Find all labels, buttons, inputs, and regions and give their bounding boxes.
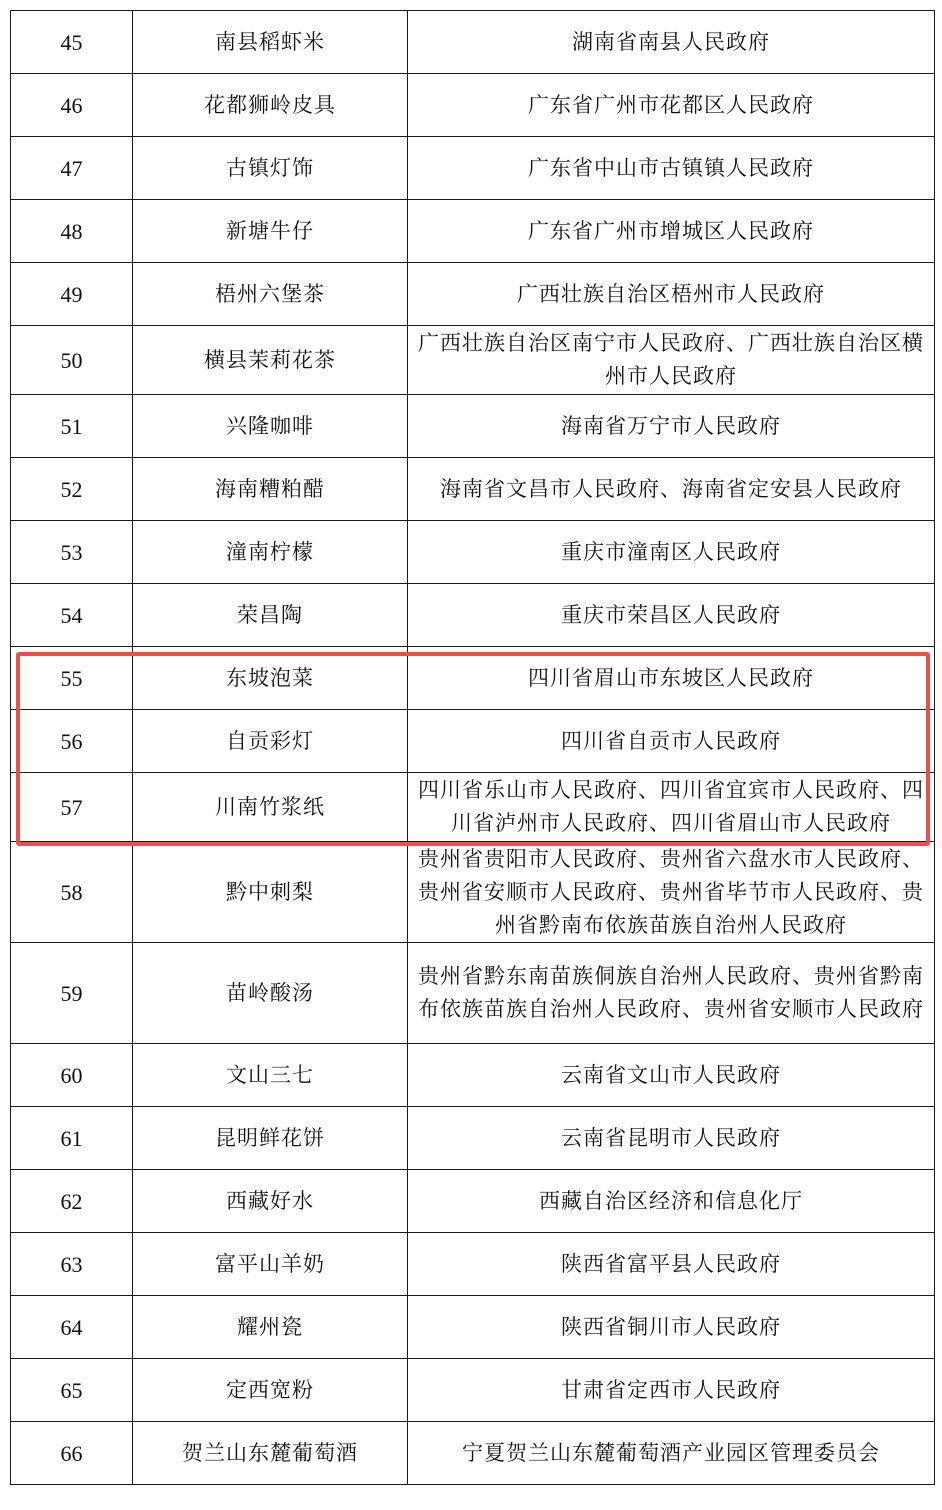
product-name: 海南糟粕醋: [133, 458, 408, 521]
row-number: 46: [11, 74, 133, 137]
product-name: 潼南柠檬: [133, 521, 408, 584]
product-name: 梧州六堡茶: [133, 263, 408, 326]
row-number: 58: [11, 842, 133, 943]
table-row: [11, 1422, 935, 1485]
row-number: 51: [11, 395, 133, 458]
product-name: 荣昌陶: [133, 584, 408, 647]
table-row: [11, 263, 935, 326]
product-name: 贺兰山东麓葡萄酒: [133, 1422, 408, 1485]
row-number: 65: [11, 1359, 133, 1422]
applicant-org: 陕西省铜川市人民政府: [408, 1296, 935, 1359]
table-row: [11, 1170, 935, 1233]
applicant-org: 甘肃省定西市人民政府: [408, 1359, 935, 1422]
row-number: 47: [11, 137, 133, 200]
applicant-org: 海南省文昌市人民政府、海南省定安县人民政府: [408, 458, 935, 521]
document-page: [10, 10, 934, 1485]
applicant-org: 广东省广州市花都区人民政府: [408, 74, 935, 137]
applicant-org: 重庆市荣昌区人民政府: [408, 584, 935, 647]
table-row: [11, 584, 935, 647]
row-number: 59: [11, 943, 133, 1044]
table-row: [11, 773, 935, 842]
row-number: 61: [11, 1107, 133, 1170]
table-row: [11, 1107, 935, 1170]
row-number: 54: [11, 584, 133, 647]
row-number: 62: [11, 1170, 133, 1233]
product-name: 富平山羊奶: [133, 1233, 408, 1296]
product-name: 苗岭酸汤: [133, 943, 408, 1044]
applicant-org: 广西壮族自治区南宁市人民政府、广西壮族自治区横州市人民政府: [408, 326, 935, 395]
product-table: [10, 10, 935, 1485]
table-row: [11, 943, 935, 1044]
row-number: 56: [11, 710, 133, 773]
row-number: 64: [11, 1296, 133, 1359]
table-row: [11, 74, 935, 137]
table-row: [11, 710, 935, 773]
table-row: [11, 647, 935, 710]
row-number: 57: [11, 773, 133, 842]
applicant-org: 云南省昆明市人民政府: [408, 1107, 935, 1170]
product-name: 古镇灯饰: [133, 137, 408, 200]
applicant-org: 贵州省贵阳市人民政府、贵州省六盘水市人民政府、贵州省安顺市人民政府、贵州省毕节市人民政府、贵州省黔南布依族苗族自治州人民政府: [408, 842, 935, 943]
applicant-org: 海南省万宁市人民政府: [408, 395, 935, 458]
table-row: [11, 458, 935, 521]
applicant-org: 四川省乐山市人民政府、四川省宜宾市人民政府、四川省泸州市人民政府、四川省眉山市人民政府: [408, 773, 935, 842]
product-name: 耀州瓷: [133, 1296, 408, 1359]
product-name: 定西宽粉: [133, 1359, 408, 1422]
applicant-org: 四川省自贡市人民政府: [408, 710, 935, 773]
applicant-org: 湖南省南县人民政府: [408, 11, 935, 74]
applicant-org: 贵州省黔东南苗族侗族自治州人民政府、贵州省黔南布依族苗族自治州人民政府、贵州省安顺市人民政府: [408, 943, 935, 1044]
row-number: 66: [11, 1422, 133, 1485]
product-name: 花都狮岭皮具: [133, 74, 408, 137]
product-name: 东坡泡菜: [133, 647, 408, 710]
product-name: 自贡彩灯: [133, 710, 408, 773]
row-number: 55: [11, 647, 133, 710]
product-name: 昆明鲜花饼: [133, 1107, 408, 1170]
product-name: 新塘牛仔: [133, 200, 408, 263]
applicant-org: 广西壮族自治区梧州市人民政府: [408, 263, 935, 326]
applicant-org: 广东省中山市古镇镇人民政府: [408, 137, 935, 200]
table-row: [11, 137, 935, 200]
product-name: 南县稻虾米: [133, 11, 408, 74]
row-number: 63: [11, 1233, 133, 1296]
product-name: 兴隆咖啡: [133, 395, 408, 458]
applicant-org: 广东省广州市增城区人民政府: [408, 200, 935, 263]
product-name: 横县茉莉花茶: [133, 326, 408, 395]
product-name: 西藏好水: [133, 1170, 408, 1233]
applicant-org: 四川省眉山市东坡区人民政府: [408, 647, 935, 710]
row-number: 60: [11, 1044, 133, 1107]
table-row: [11, 1359, 935, 1422]
table-row: [11, 326, 935, 395]
table-row: [11, 200, 935, 263]
table-row: [11, 1044, 935, 1107]
table-row: [11, 395, 935, 458]
row-number: 50: [11, 326, 133, 395]
table-row: [11, 842, 935, 943]
row-number: 45: [11, 11, 133, 74]
row-number: 53: [11, 521, 133, 584]
applicant-org: 陕西省富平县人民政府: [408, 1233, 935, 1296]
product-name: 川南竹浆纸: [133, 773, 408, 842]
applicant-org: 西藏自治区经济和信息化厅: [408, 1170, 935, 1233]
row-number: 49: [11, 263, 133, 326]
applicant-org: 宁夏贺兰山东麓葡萄酒产业园区管理委员会: [408, 1422, 935, 1485]
applicant-org: 云南省文山市人民政府: [408, 1044, 935, 1107]
row-number: 52: [11, 458, 133, 521]
applicant-org: 重庆市潼南区人民政府: [408, 521, 935, 584]
product-name: 文山三七: [133, 1044, 408, 1107]
table-row: [11, 11, 935, 74]
table-row: [11, 521, 935, 584]
row-number: 48: [11, 200, 133, 263]
table-row: [11, 1296, 935, 1359]
table-row: [11, 1233, 935, 1296]
product-name: 黔中刺梨: [133, 842, 408, 943]
